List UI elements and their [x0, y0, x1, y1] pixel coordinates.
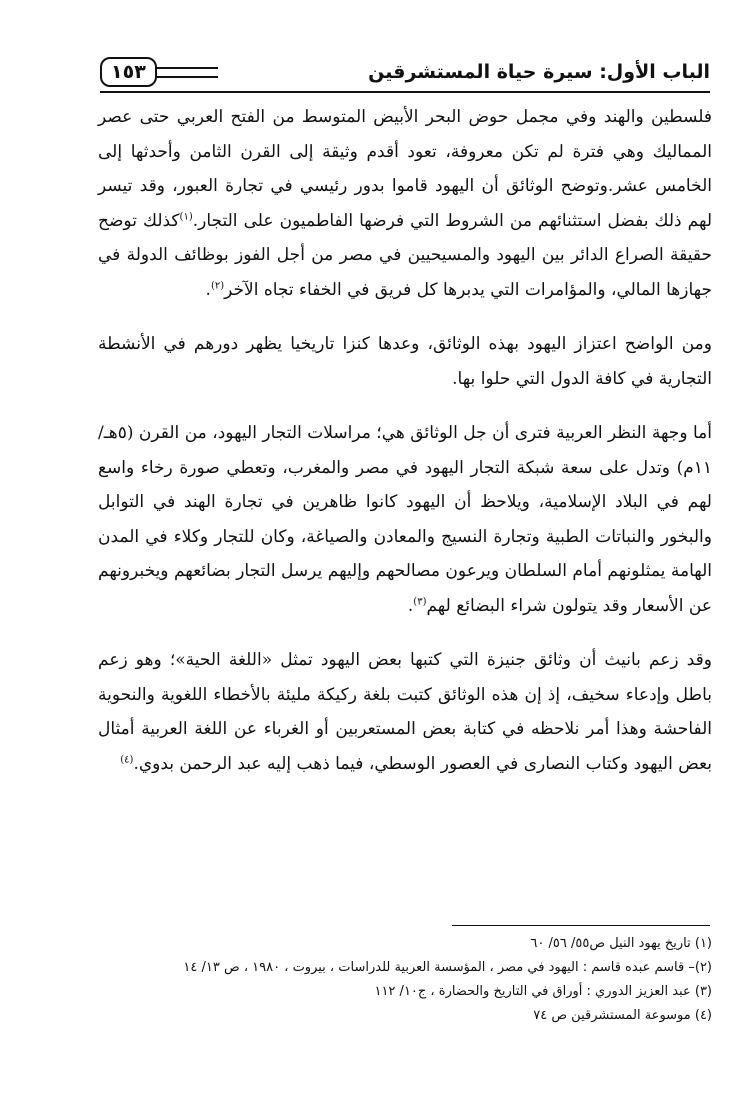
paragraph-2: ومن الواضح اعتزاز اليهود بهذه الوثائق، وعدها كنزا تاريخيا يظهر دورهم في الأنشطة التجارية في كافة الدول التي حلوا بها. — [98, 334, 712, 389]
paragraph-3: أما وجهة النظر العربية فترى أن جل الوثائق هي؛ مراسلات التجار اليهود، من القرن (٥هـ/ ١١م) وتدل على سعة شبكة التجار اليهود في مصر والمغرب، وتعطي صورة رخاء واسع لهم في البلاد الإسلامية، ويلاحظ أن اليهود كانوا ظاهرين في تجارة الهند في التوابل والبخور والنباتات الطبية وتجارة النسيج والمعادن والصياغة، وكان للتجار وكلاء في المدن الهامة يمثلونهم أمام السلطان ويرعون مصالحهم وإليهم يرسل التجار بضائعهم ويخبرونهم عن الأسعار وقد يتولون شراء البضائع لهم$^{(٣)}$. — [98, 423, 713, 616]
paragraph-4: وقد زعم بانيث أن وثائق جنيزة التي كتبها بعض اليهود تمثل «اللغة الحية»؛ وهو زعم باطل وإدعاء سخيف، إذ إن هذه الوثائق كتبت بلغة ركيكة مليئة بالأخطاء اللغوية والنحوية الفاحشة وهذا أمر نلاحظه في كتابة بعض المستعربين أو الغرباء عن اللغة العربية أمثال بعض اليهود وكتاب النصارى في العصور الوسطي، فيما ذهب إليه عبد الرحمن بدوي.$^{(٤)}$ — [98, 650, 712, 774]
footnotes — [98, 932, 712, 1028]
page-number-group — [100, 57, 218, 87]
footnote-1: (١) تاريخ يهود النيل ص٥٥/ ٥٦/ ٦٠ — [530, 936, 712, 951]
footnote-ref-1: (١) — [179, 210, 193, 222]
footnote-ref-2: (٢) — [210, 279, 225, 291]
footnote-ref-3: (٣) — [413, 595, 427, 607]
footnote-ref-4: (٤) — [120, 753, 134, 765]
header-decorative-rule — [156, 67, 218, 78]
running-title: الباب الأول: سيرة حياة المستشرقين — [368, 61, 710, 83]
paragraph-1: فلسطين والهند وفي مجمل حوض البحر الأبيض المتوسط من الفتح العربي حتى عصر المماليك وهي فترة لم تكن معروفة، تعود أقدم وثيقة إلى القرن الثامن وأحدثها إلى الخامس عشر.وتوضح الوثائق أن اليهود قاموا بدور رئيسي في تجارة العبور، وقد تيسر لهم ذلك بفضل استثنائهم من الشروط التي فرضها الفاطميون على التجار.$^{(١)}$كذلك توضح حقيقة الصراع الدائر بين اليهود والمسيحيين في مصر من أجل الفوز بوظائف الدولة في جهازها المالي، والمؤامرات التي يدبرها كل فريق في الخفاء تجاه الآخر$^{(٢)}$. — [98, 107, 712, 300]
footnote-3: (٣) عبد العزيز الدوري : أوراق في التاريخ والحضارة ، ج١٠/ ١١٢ — [374, 984, 712, 999]
footnote-4: (٤) موسوعة المستشرقين ص ٧٤ — [533, 1008, 712, 1023]
footnote-separator — [452, 925, 710, 926]
body-text — [98, 100, 712, 801]
header-divider — [100, 91, 710, 93]
page-number: ١٥٣ — [100, 57, 157, 87]
page-header — [100, 52, 710, 92]
footnote-2: (٢)– قاسم عبده قاسم : اليهود في مصر ، المؤسسة العربية للدراسات ، بيروت ، ١٩٨٠ ، ص ١٣/ ١٤ — [183, 960, 712, 975]
